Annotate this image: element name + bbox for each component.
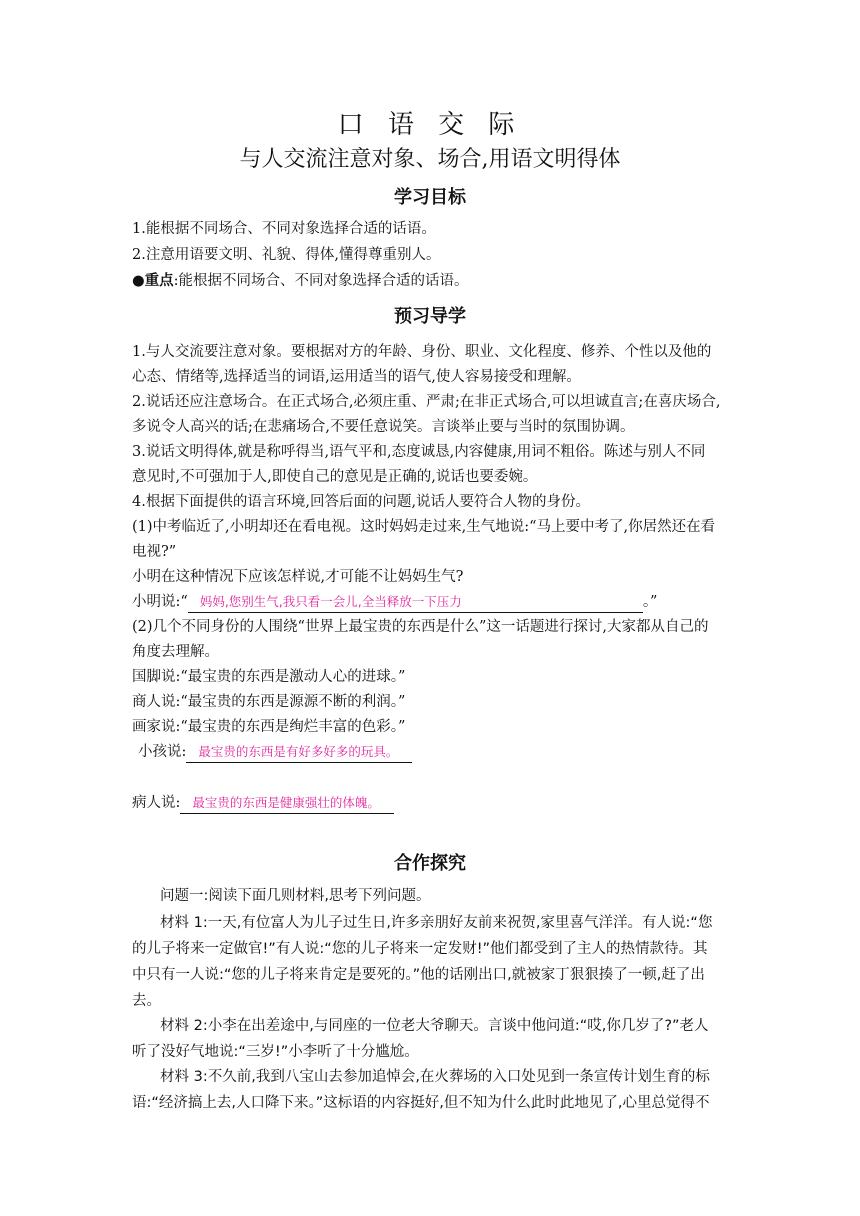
preview-line: 角度去理解。 <box>132 644 219 660</box>
material-1-line: 去。 <box>132 993 161 1009</box>
page-subtitle: 与人交流注意对象、场合,用语文明得体 <box>239 147 621 172</box>
patient-answer: 最宝贵的东西是健康强壮的体魄。 <box>192 795 380 810</box>
preview-line: (1)中考临近了,小明却还在看电视。这时妈妈走过来,生气地说:“马上要中考了,你居然还在看 <box>132 519 716 535</box>
key-point-label: ●重点 <box>132 273 174 289</box>
preview-line: 多说令人高兴的话;在悲痛场合,不要任意说笑。言谈举止要与当时的氛围协调。 <box>132 419 635 435</box>
preview-line: (2)几个不同身份的人围绕“世界上最宝贵的东西是什么”这一话题进行探讨,大家都从自己的 <box>132 619 709 635</box>
child-answer-blank <box>186 742 412 763</box>
goal-key-point <box>132 271 469 291</box>
preview-line: 商人说:“最宝贵的东西是源源不断的利润。” <box>132 694 406 710</box>
material-3-line: 材料 3:不久前,我到八宝山去参加追悼会,在火葬场的入口处见到一条宣传计划生育的标 <box>160 1069 710 1085</box>
question-one: 问题一:阅读下面几则材料,思考下列问题。 <box>160 888 431 904</box>
page-title: 口 语 交 际 <box>337 110 523 140</box>
child-prefix: 小孩说: <box>138 744 187 760</box>
patient-answer-line <box>132 793 394 814</box>
xiaoming-answer: 妈妈,您别生气,我只看一会儿,全当释放一下压力 <box>199 594 462 609</box>
material-1-line: 的儿子将来一定做官!”有人说:“您的儿子将来一定发财!”他们都受到了主人的热情款待。其 <box>132 941 708 957</box>
material-1-line: 材料 1:一天,有位富人为儿子过生日,许多亲朋好友前来祝贺,家里喜气洋洋。有人说:“您 <box>160 915 713 931</box>
xiaoming-suffix: 。” <box>642 594 658 610</box>
preview-line: 意见时,不可强加于人,即使自己的意见是正确的,说话也要委婉。 <box>132 469 538 485</box>
material-1-line: 中只有一人说:“您的儿子将来肯定是要死的。”他的话刚出口,就被家丁狠狠揍了一顿,赶了出 <box>132 967 705 983</box>
goal-item-1: 1.能根据不同场合、不同对象选择合适的话语。 <box>132 221 436 237</box>
material-2-line: 材料 2:小李在出差途中,与同座的一位老大爷聊天。言谈中他问道:“哎,你几岁了?”老人 <box>160 1018 709 1034</box>
preview-line: 4.根据下面提供的语言环境,回答后面的问题,说话人要符合人物的身份。 <box>132 494 591 510</box>
material-2-line: 听了没好气地说:“三岁!”小李听了十分尴尬。 <box>132 1044 419 1060</box>
section-heading-cooperation: 合作探究 <box>394 853 466 874</box>
preview-line: 画家说:“最宝贵的东西是绚烂丰富的色彩。” <box>132 719 406 735</box>
section-heading-preview: 预习导学 <box>394 306 466 327</box>
preview-line: 3.说话文明得体,就是称呼得当,语气平和,态度诚恳,内容健康,用词不粗俗。陈述与别人不同 <box>132 444 706 460</box>
material-3-line: 语:“经济搞上去,人口降下来。”这标语的内容挺好,但不知为什么此时此地见了,心里总觉得不 <box>132 1095 710 1111</box>
preview-line: 1.与人交流要注意对象。要根据对方的年龄、身份、职业、文化程度、修养、个性以及他的 <box>132 344 712 360</box>
xiaoming-answer-line <box>132 592 657 613</box>
section-heading-goals: 学习目标 <box>394 187 466 208</box>
child-answer-line <box>138 742 412 763</box>
key-point-text: :能根据不同场合、不同对象选择合适的话语。 <box>173 273 469 289</box>
patient-prefix: 病人说: <box>132 795 181 811</box>
child-answer: 最宝贵的东西是有好多好多的玩具。 <box>198 744 399 759</box>
xiaoming-answer-blank <box>188 592 643 613</box>
preview-line: 电视?” <box>132 544 177 560</box>
preview-line: 国脚说:“最宝贵的东西是激动人心的进球。” <box>132 669 406 685</box>
preview-line: 小明在这种情况下应该怎样说,才可能不让妈妈生气? <box>132 569 464 585</box>
goal-item-2: 2.注意用语要文明、礼貌、得体,懂得尊重别人。 <box>132 247 441 263</box>
xiaoming-prefix: 小明说:“ <box>132 594 188 610</box>
preview-line: 2.说话还应注意场合。在正式场合,必须庄重、严肃;在非正式场合,可以坦诚直言;在喜庆场合, <box>132 394 721 410</box>
preview-line: 心态、情绪等,选择适当的词语,运用适当的语气,使人容易接受和理解。 <box>132 369 581 385</box>
patient-answer-blank <box>180 793 394 814</box>
